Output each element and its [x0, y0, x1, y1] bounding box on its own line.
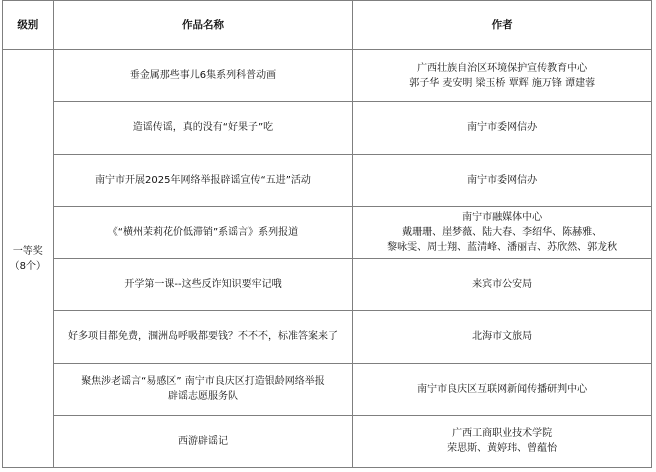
work-title-line: 好多项目都免费，涠洲岛呼吸都要钱？不不不，标准答案来了	[67, 331, 338, 343]
work-title-line: 造谣传谣，真的没有“好果子”吃	[132, 122, 274, 134]
work-title-line: 《“横州茉莉花价低滞销”系谣言》系列报道	[107, 226, 299, 238]
author-cell	[353, 206, 652, 258]
author-line: 南宁市委网信办	[467, 122, 538, 134]
work-title-line: 垂金属那些事儿6集系列科普动画	[129, 70, 277, 82]
author-line: 荣思斯、黄婷玮、曾蕴怡	[447, 443, 558, 455]
author-cell	[353, 311, 652, 363]
author-line: 广西工商职业技术学院	[452, 428, 553, 440]
table-row	[3, 154, 652, 206]
award-table	[2, 0, 652, 468]
work-title-line: 南宁市开展2025年网络举报辟谣宣传“五进”活动	[95, 174, 311, 186]
author-cell	[353, 50, 652, 102]
table-row	[3, 363, 652, 415]
work-title-line: 辟谣志愿服务队	[167, 391, 238, 403]
author-line: 广西壮族自治区环境保护宣传教育中心	[417, 62, 588, 74]
table-row	[3, 311, 652, 363]
table-row	[3, 415, 652, 467]
table-row	[3, 206, 652, 258]
author-line: 黎咏雯、周士翔、蓝清峰、潘丽吉、苏欣然、郭龙秋	[387, 241, 618, 253]
author-cell	[353, 415, 652, 467]
table-body	[3, 50, 652, 468]
author-cell	[353, 363, 652, 415]
table-row	[3, 102, 652, 154]
table-row	[3, 259, 652, 311]
header-work: 作品名称	[53, 1, 353, 50]
author-cell	[353, 154, 652, 206]
work-title-line: 聚焦涉老谣言“易感区” 南宁市良庆区打造银龄网络举报	[81, 376, 325, 388]
level-count: （8个）	[9, 260, 46, 272]
level-cell	[3, 50, 54, 468]
work-cell	[53, 363, 353, 415]
level-name: 一等奖	[12, 245, 43, 257]
header-author: 作者	[353, 1, 652, 50]
work-cell	[53, 50, 353, 102]
work-cell	[53, 154, 353, 206]
author-cell	[353, 102, 652, 154]
author-line: 来宾市公安局	[472, 279, 533, 291]
author-line: 北海市文旅局	[472, 331, 533, 343]
author-line: 南宁市融媒体中心	[462, 211, 543, 223]
work-title-line: 西游辟谣记	[177, 435, 228, 447]
author-line: 戴珊珊、崖梦薇、陆大春、李绍华、陈赫雅、	[402, 226, 603, 238]
table-row	[3, 50, 652, 102]
work-cell	[53, 102, 353, 154]
work-cell	[53, 311, 353, 363]
author-line: 南宁市良庆区互联网新闻传播研判中心	[417, 383, 588, 395]
header-level: 级别	[3, 1, 54, 50]
author-line: 南宁市委网信办	[467, 174, 538, 186]
work-cell	[53, 415, 353, 467]
author-line: 郭子华 麦安明 梁玉桥 覃辉 施万锋 谭建蓉	[409, 77, 596, 89]
header-row	[3, 1, 652, 50]
work-cell	[53, 206, 353, 258]
work-cell	[53, 259, 353, 311]
author-cell	[353, 259, 652, 311]
work-title-line: 开学第一课--这些反诈知识要牢记哦	[124, 279, 282, 291]
